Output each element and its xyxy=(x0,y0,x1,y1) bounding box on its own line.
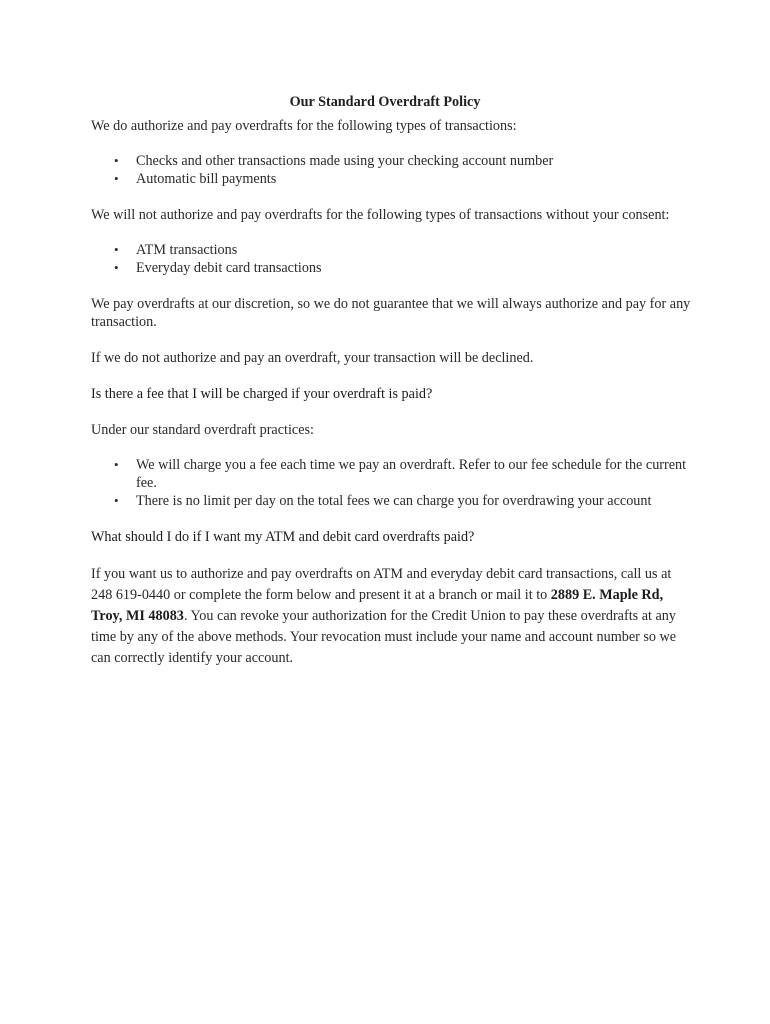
atm-question-heading: What should I do if I want my ATM and debit card overdrafts paid? xyxy=(91,529,475,545)
list-item: • We will charge you a fee each time we pay an overdraft. Refer to our fee schedule for the current fee. xyxy=(136,456,691,492)
contact-paragraph xyxy=(91,564,691,669)
authorize-intro: We do authorize and pay overdrafts for the following types of transactions: xyxy=(91,118,517,134)
discretion-paragraph: We pay overdrafts at our discretion, so we do not guarantee that we will always authorize and pay for any transaction. xyxy=(91,296,691,330)
mailing-address: 2889 E. Maple Rd, Troy, MI 48083 xyxy=(91,587,664,624)
list-item: • There is no limit per day on the total fees we can charge you for overdrawing your account xyxy=(136,492,691,510)
list-item: • Everyday debit card transactions xyxy=(136,259,691,277)
contact-text-after: . You can revoke your authorization for the Credit Union to pay these overdrafts at any time by any of the above methods. Your revocation must include your name and account number so we can correctly identify your account. xyxy=(91,608,677,666)
list-item: • ATM transactions xyxy=(136,241,691,259)
list-item: • Automatic bill payments xyxy=(136,170,691,188)
declined-paragraph: If we do not authorize and pay an overdraft, your transaction will be declined. xyxy=(91,350,534,366)
not-authorize-list xyxy=(91,241,691,277)
policy-content xyxy=(91,93,691,687)
practices-list xyxy=(91,456,691,510)
fee-question-heading: Is there a fee that I will be charged if your overdraft is paid? xyxy=(91,386,433,402)
page-title: Our Standard Overdraft Policy xyxy=(289,94,481,110)
not-authorize-intro: We will not authorize and pay overdrafts for the following types of transactions without your consent: xyxy=(91,207,670,223)
authorize-list xyxy=(91,152,691,188)
list-item: • Checks and other transactions made using your checking account number xyxy=(136,152,691,170)
practices-intro: Under our standard overdraft practices: xyxy=(91,422,314,438)
contact-text-before: If you want us to authorize and pay overdrafts on ATM and everyday debit card transactions, call us at 248 619-0440 or complete the form below and present it at a branch or mail it to xyxy=(91,566,672,603)
